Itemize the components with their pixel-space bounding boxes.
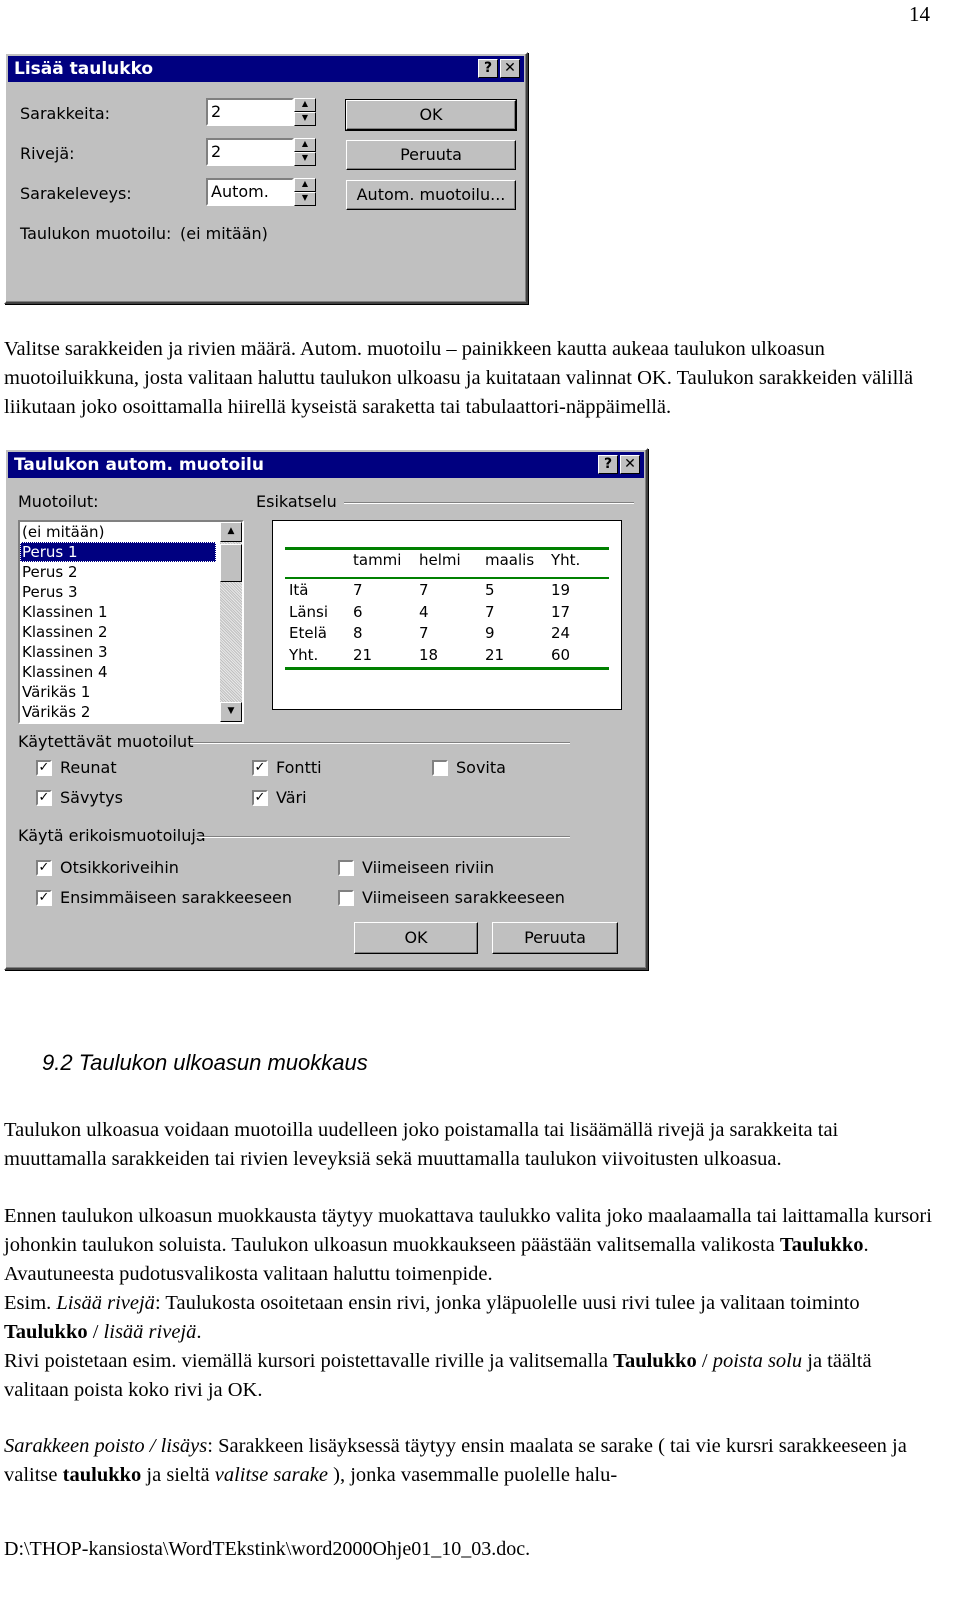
list-item[interactable]: Värikäs 2 — [22, 703, 91, 721]
preview-cell: 60 — [551, 645, 571, 664]
checkbox-label[interactable]: Viimeiseen riviin — [362, 858, 495, 877]
cancel-button[interactable]: Peruuta — [492, 922, 618, 954]
checkbox[interactable]: ✓ — [36, 760, 52, 776]
preview-cell: 7 — [419, 581, 429, 599]
preview-header-cell: maalis — [485, 551, 535, 569]
preview-cell: 24 — [551, 624, 571, 642]
list-item[interactable]: Perus 2 — [22, 563, 78, 581]
group2-separator — [196, 836, 570, 838]
table-autoformat-dialog — [4, 448, 648, 970]
preview-cell: 7 — [485, 602, 495, 621]
insert-table-dialog — [4, 52, 528, 304]
preview-separator — [344, 502, 634, 504]
preview-cell: 21 — [485, 645, 505, 664]
preview-cell: 17 — [551, 602, 571, 621]
columns-input[interactable]: 2 — [206, 98, 294, 126]
list-item[interactable]: Perus 1 — [20, 542, 216, 562]
preview-cell: 5 — [485, 581, 495, 599]
list-item[interactable]: (ei mitään) — [22, 523, 105, 541]
checkbox[interactable]: ✓ — [36, 860, 52, 876]
applied-formats-label: Käytettävät muotoilut — [18, 732, 194, 751]
list-item[interactable]: Klassinen 3 — [22, 643, 108, 661]
ok-button[interactable]: OK — [346, 100, 516, 130]
checkbox-label[interactable]: Ensimmäiseen sarakkeeseen — [60, 888, 293, 907]
preview-cell: Yht. — [289, 645, 319, 664]
group1-separator — [190, 742, 570, 744]
close-button[interactable]: ✕ — [500, 59, 520, 78]
list-item[interactable]: Värikäs 1 — [22, 683, 91, 701]
preview-header-rule — [285, 577, 609, 579]
checkbox-label[interactable]: Väri — [276, 788, 307, 807]
preview-cell: 7 — [419, 624, 429, 642]
scroll-thumb[interactable] — [220, 544, 242, 582]
ok-button[interactable]: OK — [354, 922, 478, 954]
preview-header-cell: tammi — [353, 551, 402, 569]
columns-label: Sarakkeita: — [20, 104, 111, 123]
preview-cell: 7 — [353, 581, 363, 599]
preview-cell: 4 — [419, 602, 429, 621]
paragraph-2: Taulukon ulkoasua voidaan muotoilla uudelleen joko poistamalla tai lisäämällä rivejä ja sarakkeita tai muuttamalla sarakkeiden tai rivien leveyksiä sekä muuttamalla taulukon viivoitusten ulkoasua. — [4, 1119, 839, 1170]
formats-label: Muotoilut: — [18, 492, 99, 511]
checkbox[interactable]: ✓ — [252, 790, 268, 806]
preview-cell: 8 — [353, 624, 363, 642]
preview-cell: Etelä — [289, 624, 327, 642]
preview-cell: 18 — [419, 645, 439, 664]
preview-cell: 19 — [551, 581, 571, 599]
scroll-down-button[interactable]: ▼ — [220, 702, 242, 722]
scroll-up-button[interactable]: ▲ — [220, 522, 242, 542]
columns-spinner[interactable]: ▲ ▼ — [294, 98, 316, 126]
preview-header-cell: Yht. — [551, 551, 581, 569]
checkbox[interactable] — [338, 860, 354, 876]
footer-path: D:\THOP-kansiosta\WordTEkstink\word2000Ohje01_10_03.doc. — [4, 1538, 531, 1560]
preview-cell: 9 — [485, 624, 495, 642]
cancel-button[interactable]: Peruuta — [346, 140, 516, 170]
table-format-label: Taulukon muotoilu: — [20, 224, 172, 243]
dialog-titlebar — [8, 56, 524, 82]
rows-label: Rivejä: — [20, 144, 75, 163]
rows-spinner[interactable]: ▲ ▼ — [294, 138, 316, 166]
dialog-titlebar — [8, 452, 644, 478]
checkbox-label[interactable]: Sovita — [456, 758, 506, 777]
auto-format-button[interactable]: Autom. muotoilu... — [346, 180, 516, 210]
checkbox-label[interactable]: Fontti — [276, 758, 322, 777]
preview-cell: Länsi — [289, 602, 329, 621]
checkbox-label[interactable]: Sävytys — [60, 788, 123, 807]
rows-input[interactable]: 2 — [206, 138, 294, 166]
paragraph-1: Valitse sarakkeiden ja rivien määrä. Autom. muotoilu – painikkeen kautta aukeaa taulukon ulkoasun muotoiluikkuna, josta valitaan haluttu taulukon ulkoasu ja kuitataan valinnat OK. Taulukon sarakkeiden välillä liikutaan joko osoittamalla hiirellä kyseistä saraketta tai tabulaattori-näppäimellä. — [4, 338, 914, 418]
preview-label: Esikatselu — [256, 492, 337, 511]
checkbox[interactable]: ✓ — [36, 790, 52, 806]
section-heading: 9.2 Taulukon ulkoasun muokkaus — [42, 1050, 368, 1075]
close-button[interactable]: ✕ — [620, 455, 640, 474]
column-width-spinner[interactable]: ▲ ▼ — [294, 178, 316, 206]
formats-listbox[interactable] — [18, 520, 244, 724]
checkbox-label[interactable]: Viimeiseen sarakkeeseen — [362, 888, 565, 907]
checkbox-label[interactable]: Reunat — [60, 758, 117, 777]
list-item[interactable]: Klassinen 2 — [22, 623, 108, 641]
preview-pane — [272, 520, 622, 710]
column-width-label: Sarakeleveys: — [20, 184, 132, 203]
paragraph-4: Sarakkeen poisto / lisäys: Sarakkeen lisäyksessä täytyy ensin maalata se sarake ( tai vie kursri sarakkeeseen ja valitse taulukko ja sieltä valitse sarake ), jonka vasemmalle puolelle halu- — [4, 1435, 907, 1486]
checkbox[interactable] — [338, 890, 354, 906]
dialog-title: Taulukon autom. muotoilu — [14, 455, 264, 475]
list-item[interactable]: Perus 3 — [22, 583, 78, 601]
paragraph-3: Ennen taulukon ulkoasun muokkausta täytyy muokattava taulukko valita joko maalaamalla tai laittamalla kursori johonkin taulukon soluista. Taulukon ulkoasun muokkaukseen päästään valitsemalla valikosta Taulukko. Avautuneesta pudotusvalikosta valitaan haluttu toimenpide. Esim. Lisää rivejä: Taulukosta osoitetaan ensin rivi, jonka yläpuolelle uusi rivi tulee ja valitaan toiminto Taulukko / lisää rivejä. Rivi poistetaan esim. viemällä kursori poistettavalle riville ja valitsemalla Taulukko / poista solu ja täältä valitaan poista koko rivi ja OK. — [4, 1205, 932, 1401]
table-format-value: (ei mitään) — [180, 224, 268, 243]
list-item[interactable]: Klassinen 4 — [22, 663, 108, 681]
checkbox[interactable] — [432, 760, 448, 776]
preview-cell: 21 — [353, 645, 373, 664]
preview-cell: Itä — [289, 581, 309, 599]
help-button[interactable]: ? — [598, 455, 618, 474]
listbox-scrollbar[interactable] — [220, 522, 242, 722]
preview-header-cell: helmi — [419, 551, 461, 569]
preview-bottom-rule — [285, 667, 609, 670]
page-number: 14 — [909, 2, 930, 26]
checkbox[interactable]: ✓ — [36, 890, 52, 906]
preview-top-rule — [285, 547, 609, 550]
special-formats-label: Käytä erikoismuotoiluja — [18, 826, 206, 845]
column-width-input[interactable]: Autom. — [206, 178, 294, 206]
list-item[interactable]: Klassinen 1 — [22, 603, 108, 621]
preview-cell: 6 — [353, 602, 363, 621]
dialog-title: Lisää taulukko — [14, 59, 154, 79]
help-button[interactable]: ? — [478, 59, 498, 78]
checkbox[interactable]: ✓ — [252, 760, 268, 776]
checkbox-label[interactable]: Otsikkoriveihin — [60, 858, 179, 877]
